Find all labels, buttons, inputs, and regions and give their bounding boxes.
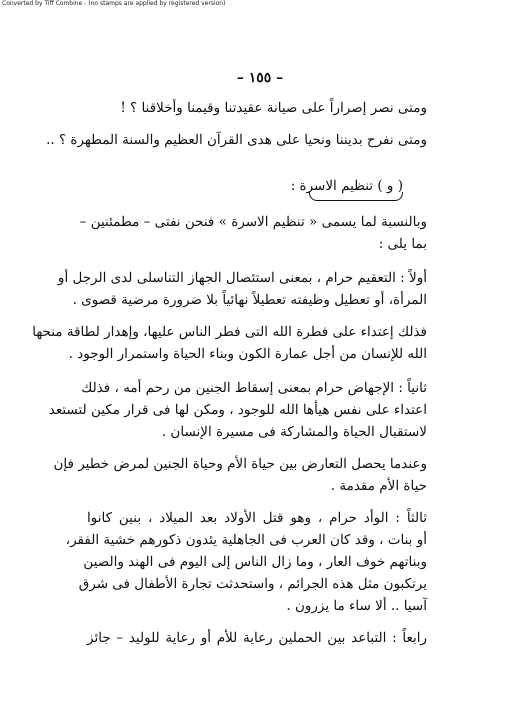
text-line: اعتداء على نفس هيأها الله للوجود ، ومكن لها فى قرار مكين لتستعد <box>48 402 427 418</box>
text-line: ومتى نفرح بديننا ونحيا على هدى القرآن العظيم والسنة المطهرة ؟ .. <box>46 132 427 148</box>
heading-bracket <box>309 192 403 201</box>
text-line: لاستقبال الحياة والمشاركة فى مسيرة الإنسان . <box>161 424 427 440</box>
section-heading <box>290 176 403 196</box>
text-line: رابعاً : التباعد بين الحملين رعاية للأم أو رعاية للوليد – جائز <box>87 630 427 646</box>
text-line: أولاً : التعقيم حرام ، بمعنى استئصال الجهاز التناسلى لدى الرجل أو <box>57 270 427 286</box>
text-line: الله للإنسان من أجل عمارة الكون وبناء الحياة واستمرار الوجود . <box>68 346 427 362</box>
text-line: ثالثاً : الوأد حرام ، وهو قتل الأولاد بعد الميلاد ، بنين كانوا <box>87 510 427 526</box>
text-line: يرتكبون مثل هذه الجرائم ، واستحدثت تجارة الأطفال فى شرق <box>78 576 427 592</box>
text-line: أو بنات ، وقد كان العرب فى الجاهلية يئدون ذكورهم خشية الفقر، <box>65 532 427 548</box>
page-number: – ١٥٥ – <box>236 70 284 86</box>
section-heading-text: ( و ) تنظيم الاسرة : <box>290 178 403 194</box>
text-line: بما يلى : <box>378 236 427 252</box>
text-line: فذلك إعتداء على فطرة الله التى فطر الناس عليها، وإهدار لطاقة منحها <box>32 324 427 340</box>
text-line: ثانياً : الإجهاض حرام بمعنى إسقاط الجنين من رحم أمه ، فذلك <box>81 380 427 396</box>
text-line: آسيا .. ألا ساء ما يزرون . <box>286 598 427 614</box>
text-line: وعندما يحصل التعارض بين حياة الأم وحياة الجنين لمرض خطير فإن <box>53 456 427 472</box>
text-line: المرأة، أو تعطيل وظيفته تعطيلاً نهائياً بلا ضرورة مرضية قصوى . <box>72 292 427 308</box>
text-line: حياة الأم مقدمة . <box>330 478 427 494</box>
text-line: وبناتهم خوف العار ، وما زال الناس إلى اليوم فى الهند والصين <box>83 554 427 570</box>
text-line: ومتى نصر إصراراً على صيانة عقيدتنا وقيمنا وأخلاقنا ؟ ! <box>120 100 427 116</box>
text-line: وبالنسبة لما يسمى « تنظيم الاسرة » فنحن نفتى – مطمئنين – <box>79 214 427 230</box>
converter-banner: Converted by Tiff Combine - (no stamps are applied by registered version) <box>2 0 226 7</box>
